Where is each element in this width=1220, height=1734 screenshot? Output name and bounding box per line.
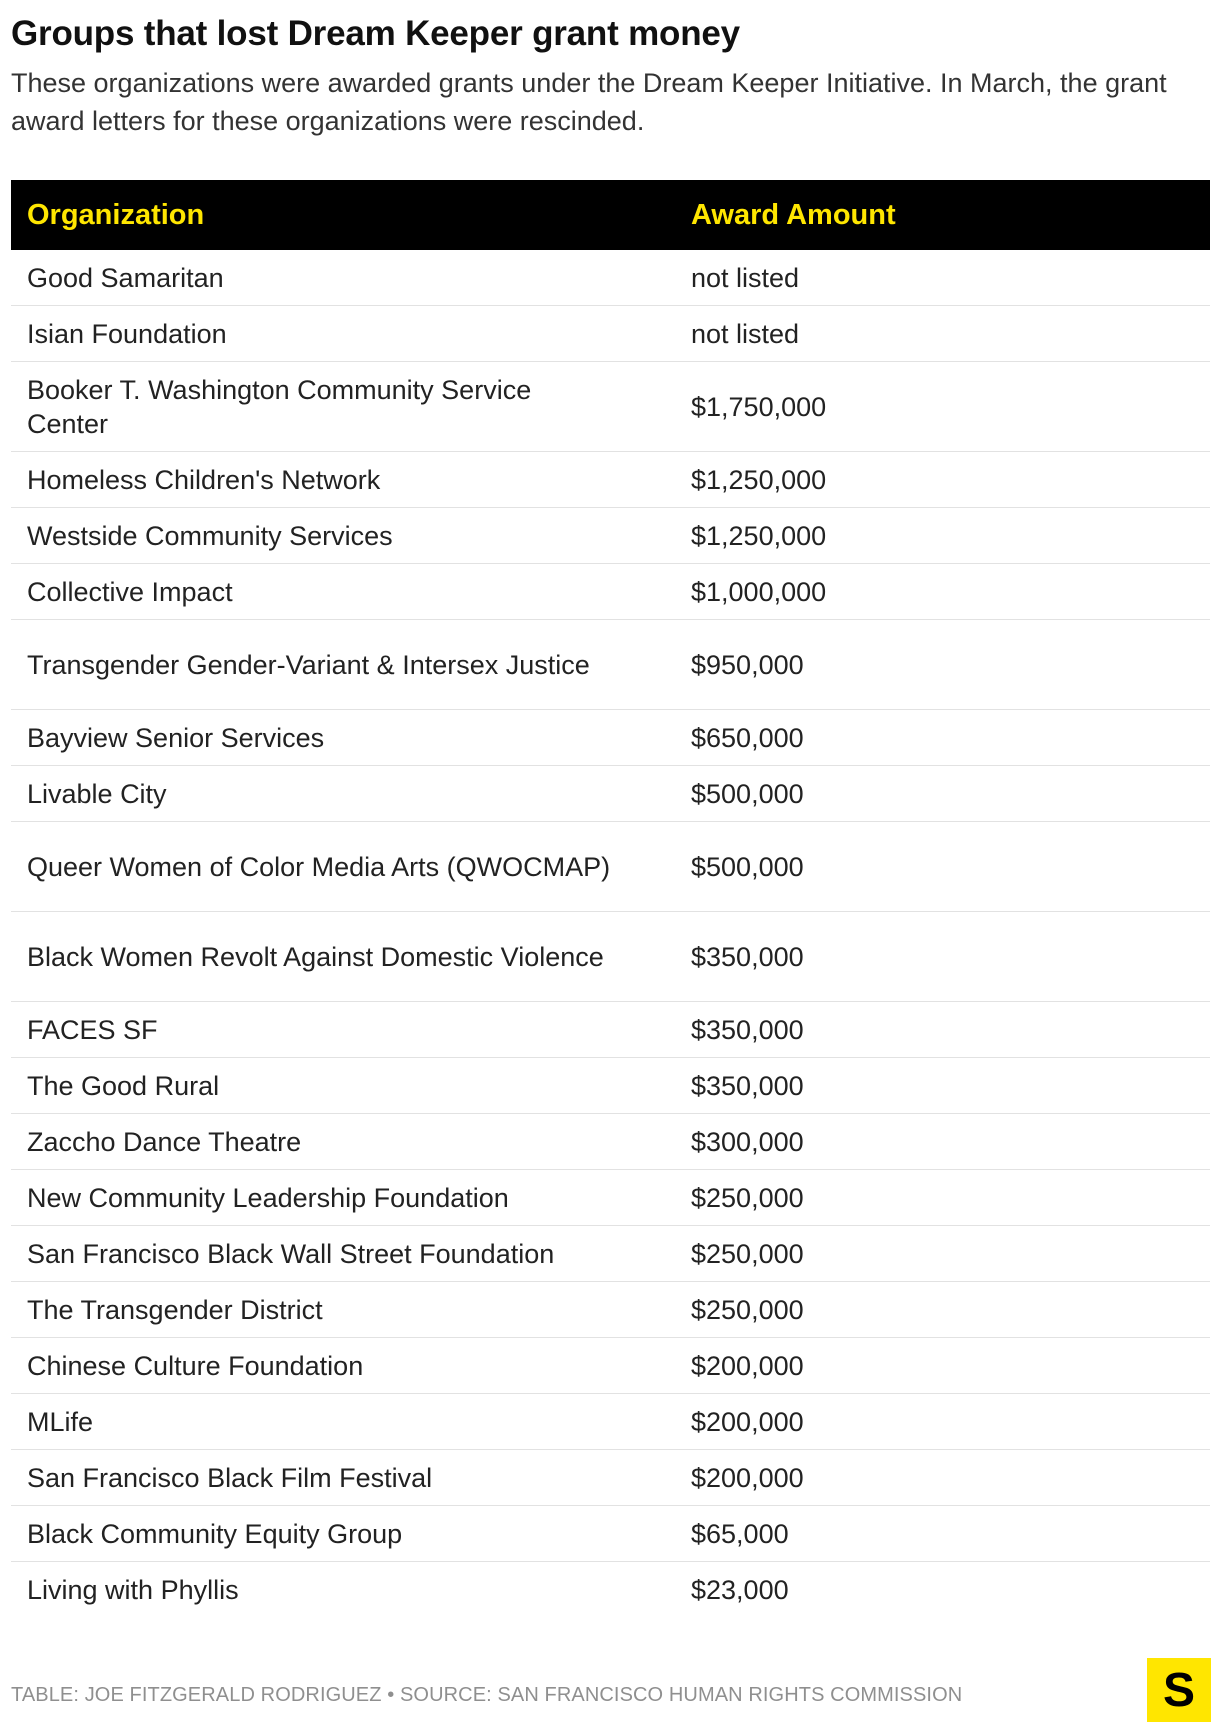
- page-subtitle: These organizations were awarded grants under the Dream Keeper Initiative. In March, the grant award letters for these organizations were rescinded.: [11, 68, 1167, 136]
- table-row: [11, 1562, 1210, 1618]
- grants-table: [11, 180, 1210, 1618]
- cell-organization: Livable City: [27, 778, 167, 809]
- cell-organization: San Francisco Black Wall Street Foundation: [27, 1238, 555, 1269]
- cell-award-amount: $1,250,000: [691, 520, 827, 551]
- cell-award-amount: not listed: [691, 318, 800, 349]
- table-row: [11, 1170, 1210, 1226]
- cell-organization: Black Community Equity Group: [27, 1518, 403, 1549]
- cell-organization: Collective Impact: [27, 576, 233, 607]
- table-row: [11, 508, 1210, 564]
- cell-award-amount: $300,000: [691, 1126, 804, 1157]
- cell-award-amount: $65,000: [691, 1518, 789, 1549]
- source-credit: TABLE: JOE FITZGERALD RODRIGUEZ • SOURCE: SAN FRANCISCO HUMAN RIGHTS COMMISSION: [11, 1684, 963, 1706]
- cell-organization: Transgender Gender-Variant & Intersex Justice: [27, 649, 590, 680]
- cell-organization: The Good Rural: [27, 1070, 220, 1101]
- table-row: [11, 1058, 1210, 1114]
- table-row: [11, 1282, 1210, 1338]
- cell-award-amount: $23,000: [691, 1575, 789, 1605]
- cell-award-amount: $200,000: [691, 1462, 804, 1493]
- cell-award-amount: $350,000: [691, 941, 804, 972]
- cell-award-amount: $250,000: [691, 1238, 804, 1269]
- table-row: [11, 362, 1210, 452]
- cell-award-amount: $1,750,000: [691, 391, 827, 422]
- cell-organization: Good Samaritan: [27, 262, 224, 293]
- cell-organization: The Transgender District: [27, 1294, 323, 1325]
- cell-award-amount: $500,000: [691, 851, 804, 882]
- table-row: [11, 1450, 1210, 1506]
- table-header: [11, 180, 1210, 250]
- cell-organization: Booker T. Washington Community Service Center: [27, 374, 532, 439]
- column-header-organization: Organization: [27, 198, 205, 231]
- column-header-award-amount: Award Amount: [691, 198, 896, 231]
- cell-award-amount: not listed: [691, 262, 800, 293]
- logo-letter: S: [1162, 1663, 1195, 1717]
- table-row: [11, 766, 1210, 822]
- cell-organization: Zaccho Dance Theatre: [27, 1126, 302, 1157]
- cell-award-amount: $250,000: [691, 1294, 804, 1325]
- cell-award-amount: $1,250,000: [691, 464, 827, 495]
- cell-award-amount: $650,000: [691, 722, 804, 753]
- cell-organization: New Community Leadership Foundation: [27, 1182, 509, 1213]
- cell-organization: San Francisco Black Film Festival: [27, 1462, 433, 1493]
- cell-organization: Homeless Children's Network: [27, 464, 381, 495]
- chart-container: [11, 0, 1210, 1605]
- cell-organization: Bayview Senior Services: [27, 722, 325, 753]
- cell-award-amount: $1,000,000: [691, 576, 827, 607]
- table-row: [11, 822, 1210, 912]
- table-row: [11, 564, 1210, 620]
- standard-logo-icon: [1147, 1658, 1211, 1722]
- cell-award-amount: $200,000: [691, 1350, 804, 1381]
- cell-organization: FACES SF: [27, 1014, 158, 1045]
- cell-award-amount: $500,000: [691, 778, 804, 809]
- cell-organization: Westside Community Services: [27, 520, 393, 551]
- table-row: [11, 1338, 1210, 1394]
- cell-award-amount: $350,000: [691, 1014, 804, 1045]
- cell-award-amount: $350,000: [691, 1070, 804, 1101]
- cell-organization: MLife: [27, 1406, 94, 1437]
- table-row: [11, 620, 1210, 710]
- cell-organization: Living with Phyllis: [27, 1575, 239, 1605]
- table-row: [11, 1506, 1210, 1562]
- table-row: [11, 710, 1210, 766]
- cell-organization: Isian Foundation: [27, 318, 227, 349]
- cell-organization: Chinese Culture Foundation: [27, 1350, 364, 1381]
- table-row: [11, 250, 1210, 306]
- table-row: [11, 1394, 1210, 1450]
- table-row: [11, 1002, 1210, 1058]
- page-title: Groups that lost Dream Keeper grant money: [11, 14, 740, 53]
- table-row: [11, 306, 1210, 362]
- cell-award-amount: $950,000: [691, 649, 804, 680]
- table-body: [11, 250, 1210, 1618]
- table-row: [11, 452, 1210, 508]
- cell-award-amount: $250,000: [691, 1182, 804, 1213]
- table-row: [11, 1114, 1210, 1170]
- cell-organization: Queer Women of Color Media Arts (QWOCMAP): [27, 851, 611, 882]
- cell-award-amount: $200,000: [691, 1406, 804, 1437]
- table-row: [11, 912, 1210, 1002]
- table-row: [11, 1226, 1210, 1282]
- cell-organization: Black Women Revolt Against Domestic Violence: [27, 941, 604, 972]
